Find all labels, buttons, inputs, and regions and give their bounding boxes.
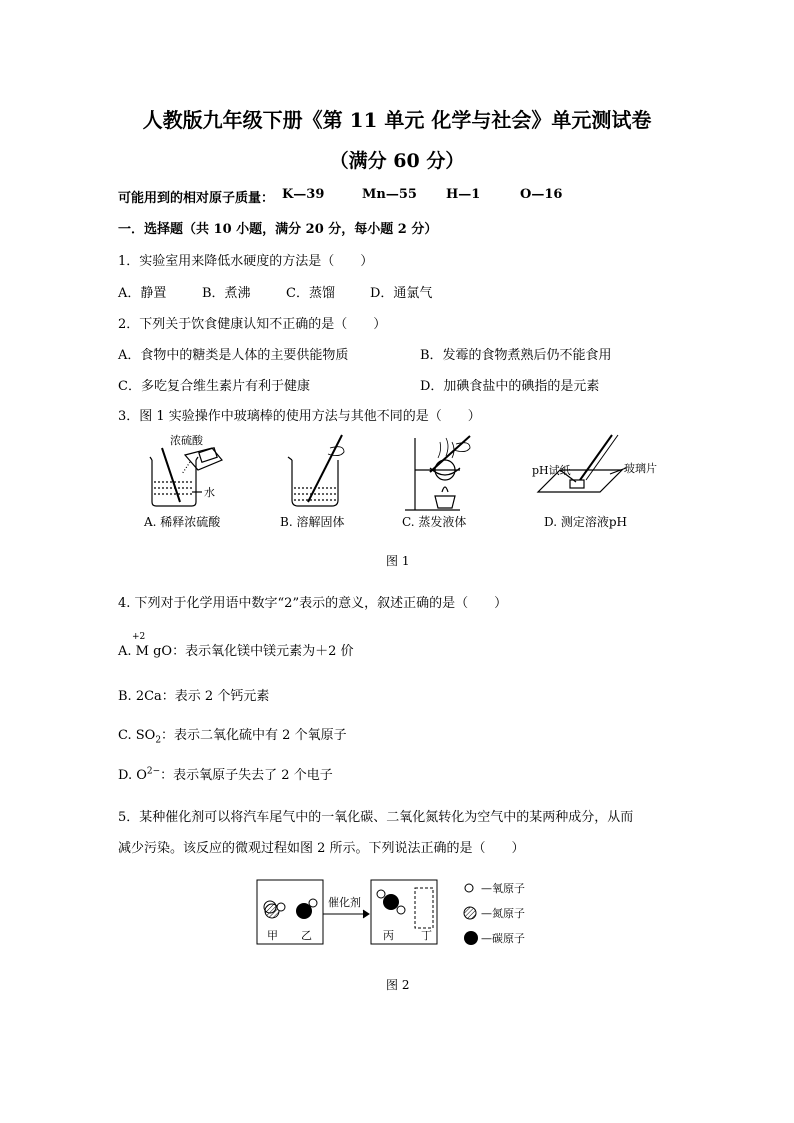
oxygen-atom-icon [277, 903, 285, 911]
atomic-mass-k: K—39 [282, 187, 325, 202]
diagram-c-evaporate-liquid [405, 436, 470, 510]
label-acid: 浓硫酸 [170, 434, 203, 447]
page-title: 人教版九年级下册《第 11 单元 化学与社会》单元测试卷 [142, 108, 652, 132]
legend-oxygen-label: —氧原子 [481, 882, 525, 895]
figure-1-caption: 图 1 [386, 554, 410, 568]
oxygen-atom-icon [309, 899, 317, 907]
label-ding: 丁 [421, 929, 432, 942]
legend-nitrogen-icon [464, 907, 476, 919]
q1-stem: 1．实验室用来降低水硬度的方法是（ ） [118, 254, 374, 269]
legend-carbon-icon [464, 931, 478, 945]
atomic-mass-label: 可能用到的相对原子质量： [118, 191, 275, 206]
q2-option-a: A．食物中的糖类是人体的主要供能物质 [118, 348, 349, 363]
label-bing: 丙 [383, 929, 394, 942]
q4-option-b: B. 2Ca：表示 2 个钙元素 [118, 689, 270, 704]
caption-b: B. 溶解固体 [280, 515, 345, 529]
q2-option-b: B．发霉的食物煮熟后仍不能食用 [420, 348, 612, 363]
q4-option-d: D. $O^{2-}$：表示氧原子失去了 2 个电子 [118, 766, 333, 783]
section-heading: 一．选择题（共 10 小题，满分 20 分，每小题 2 分） [118, 222, 438, 237]
page-subtitle: （满分 60 分） [329, 150, 465, 172]
label-water: 水 [204, 486, 215, 499]
diagram-b-dissolve-solid [288, 435, 344, 506]
q2-stem: 2．下列关于饮食健康认知不正确的是（ ） [118, 317, 387, 332]
q1-option-c: C．蒸馏 [286, 286, 335, 301]
caption-c: C. 蒸发液体 [402, 515, 467, 529]
q4-option-a: A. M +2 gO：表示氧化镁中镁元素为＋2 价 [118, 632, 354, 659]
label-ph-paper: pH试纸 [532, 464, 571, 477]
label-yi: 乙 [301, 929, 312, 942]
atomic-mass-mn: Mn—55 [362, 187, 417, 202]
legend-carbon-label: —碳原子 [481, 932, 525, 945]
q5-line-1: 5．某种催化剂可以将汽车尾气中的一氧化碳、二氧化氮转化为空气中的某两种成分，从而 [118, 810, 634, 825]
q5-line-2: 减少污染。该反应的微观过程如图 2 所示。下列说法正确的是（ ） [118, 841, 525, 856]
q1-option-b: B．煮沸 [202, 286, 251, 301]
q2-option-c: C．多吃复合维生素片有利于健康 [118, 379, 310, 394]
legend-oxygen-icon [465, 884, 473, 892]
caption-a: A. 稀释浓硫酸 [144, 515, 221, 529]
caption-d: D. 测定溶液pH [544, 515, 627, 529]
q4-option-c: C. $SO_2$：表示二氧化硫中有 2 个氧原子 [118, 728, 347, 746]
carbon-atom-icon [383, 894, 399, 910]
figure-2-reaction-diagram [255, 876, 555, 948]
q1-option-d: D．通氯气 [370, 286, 433, 301]
oxygen-atom-icon [377, 890, 385, 898]
figure-2-caption: 图 2 [386, 978, 410, 992]
q3-stem: 3．图 1 实验操作中玻璃棒的使用方法与其他不同的是（ ） [118, 409, 481, 424]
label-jia: 甲 [267, 929, 278, 942]
q2-option-d: D．加碘食盐中的碘指的是元素 [420, 379, 600, 394]
atomic-mass-h: H—1 [446, 187, 481, 202]
figure-1-lab-operations [130, 430, 670, 540]
legend-nitrogen-label: —氮原子 [481, 907, 525, 920]
atomic-mass-o: O—16 [520, 187, 563, 202]
label-glass-plate: 玻璃片 [624, 462, 657, 475]
q4-stem: 4. 下列对于化学用语中数字“2”表示的意义，叙述正确的是（ ） [118, 596, 508, 611]
oxygen-atom-icon [397, 906, 405, 914]
q1-option-a: A．静置 [118, 286, 167, 301]
catalyst-label: 催化剂 [328, 896, 361, 909]
